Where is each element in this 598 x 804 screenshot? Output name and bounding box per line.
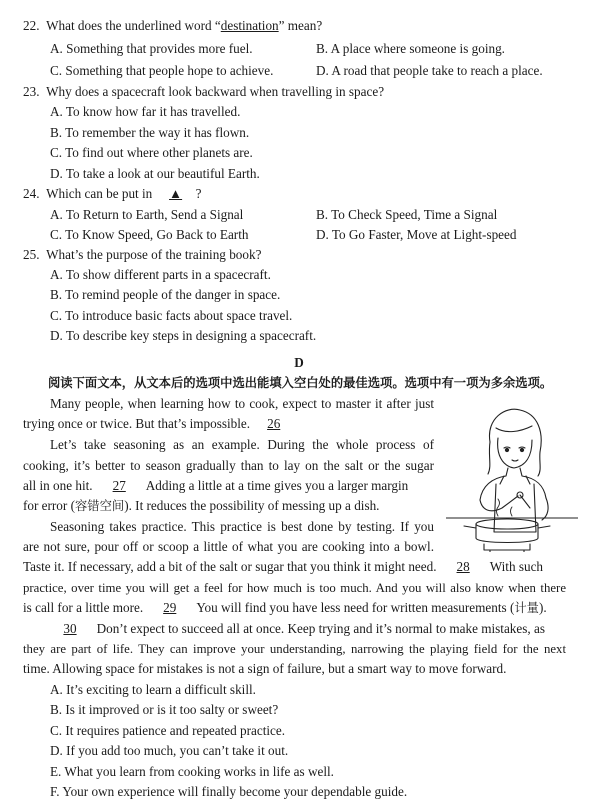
option-24-d[interactable]: D. To Go Faster, Move at Light-speed — [316, 227, 517, 242]
blank-30[interactable]: 30 — [63, 621, 77, 636]
option-c[interactable]: C. It requires patience and repeated practice. — [50, 723, 286, 738]
question-23 — [23, 84, 384, 100]
option-24-a[interactable]: A. To Return to Earth, Send a Signal — [50, 207, 244, 222]
passage-text: is call for a little more. — [23, 600, 144, 615]
blank-26[interactable]: 26 — [267, 416, 281, 431]
question-number: 24. — [23, 186, 40, 201]
passage-line: are not sure, pour off or scoop a little of what you are cooking into a bowl. — [23, 539, 434, 554]
passage-text: trying once or twice. But that’s impossible. — [23, 416, 251, 431]
chinese-gloss: 计量 — [514, 601, 539, 615]
passage-line: they are part of life. They can improve your understanding, narrowing the playing field for the next — [23, 642, 566, 656]
passage-line — [23, 478, 408, 494]
passage-text: With such — [489, 559, 544, 574]
option-22-b[interactable]: B. A place where someone is going. — [316, 41, 505, 56]
passage-text: ). — [538, 600, 547, 615]
passage-line — [23, 559, 543, 575]
question-text: What’s the purpose of the training book? — [46, 247, 262, 262]
passage-line: Many people, when learning how to cook, expect to master it after just — [50, 396, 434, 411]
passage-line: Let’s take seasoning as an example. During the whole process of — [50, 437, 434, 452]
passage-text: for error ( — [23, 498, 75, 513]
passage-text: Adding a little at a time gives you a larger margin — [145, 478, 409, 493]
passage-text: Don’t expect to succeed all at once. Keep trying and it’s normal to make mistakes, as — [96, 621, 545, 636]
option-23-c[interactable]: C. To find out where other planets are. — [50, 145, 253, 160]
cooking-girl-illustration — [446, 404, 578, 552]
question-number: 25. — [23, 247, 40, 262]
passage-text: all in one hit. — [23, 478, 93, 493]
option-25-d[interactable]: D. To describe key steps in designing a spacecraft. — [50, 328, 317, 343]
option-23-a[interactable]: A. To know how far it has travelled. — [50, 104, 241, 119]
passage-text: ). It reduces the possibility of messing up a dish. — [124, 498, 380, 513]
option-22-a[interactable]: A. Something that provides more fuel. — [50, 41, 253, 56]
question-22 — [23, 18, 322, 34]
option-e[interactable]: E. What you learn from cooking works in life as well. — [50, 764, 334, 779]
underlined-word: destination — [220, 18, 279, 33]
passage-text: Taste it. If necessary, add a bit of the salt or sugar that you think it might need. — [23, 559, 437, 574]
passage-line: practice, over time you will get a feel for how much is too much. And you will also know when there — [23, 581, 566, 595]
option-25-b[interactable]: B. To remind people of the danger in space. — [50, 287, 281, 302]
question-24 — [23, 186, 201, 202]
section-instruction: 阅读下面文本，从文本后的选项中选出能填入空白处的最佳选项。选项中有一项为多余选项。 — [48, 376, 553, 390]
question-text: Which can be put in — [46, 186, 153, 201]
question-text-end: ” mean? — [278, 18, 323, 33]
question-text: Why does a spacecraft look backward when travelling in space? — [46, 84, 385, 99]
passage-line — [23, 498, 379, 514]
question-number: 23. — [23, 84, 40, 99]
option-d[interactable]: D. If you add too much, you can’t take it out. — [50, 743, 289, 758]
passage-line: time. Allowing space for mistakes is not a sign of failure, but a smart way to move forward. — [23, 661, 507, 676]
option-23-d[interactable]: D. To take a look at our beautiful Earth. — [50, 166, 260, 181]
passage-line — [23, 600, 547, 616]
option-a[interactable]: A. It’s exciting to learn a difficult skill. — [50, 682, 256, 697]
option-25-a[interactable]: A. To show different parts in a spacecraft. — [50, 267, 271, 282]
option-f[interactable]: F. Your own experience will finally become your dependable guide. — [50, 784, 408, 799]
option-24-c[interactable]: C. To Know Speed, Go Back to Earth — [50, 227, 249, 242]
blank-28[interactable]: 28 — [456, 559, 470, 574]
question-number: 22. — [23, 18, 40, 33]
blank-triangle: ▲ — [169, 186, 183, 201]
option-22-c[interactable]: C. Something that people hope to achieve. — [50, 63, 274, 78]
question-25 — [23, 247, 261, 263]
blank-29[interactable]: 29 — [163, 600, 177, 615]
option-b[interactable]: B. Is it improved or is it too salty or sweet? — [50, 702, 279, 717]
option-22-d[interactable]: D. A road that people take to reach a place. — [316, 63, 543, 78]
question-text-end: ? — [195, 186, 202, 201]
blank-27[interactable]: 27 — [112, 478, 126, 493]
section-heading: D — [294, 355, 304, 370]
option-24-b[interactable]: B. To Check Speed, Time a Signal — [316, 207, 498, 222]
option-23-b[interactable]: B. To remember the way it has flown. — [50, 125, 250, 140]
option-25-c[interactable]: C. To introduce basic facts about space travel. — [50, 308, 293, 323]
passage-line — [50, 621, 545, 637]
question-text: What does the underlined word “ — [46, 18, 221, 33]
passage-line — [23, 416, 291, 432]
passage-line: Seasoning takes practice. This practice is best done by testing. If you — [50, 519, 434, 534]
passage-text: You will find you have less need for written measurements ( — [196, 600, 515, 615]
chinese-gloss: 容错空间 — [74, 499, 125, 513]
passage-line: cooking, it’s better to season gradually than to lay on the salt or the sugar — [23, 458, 434, 473]
